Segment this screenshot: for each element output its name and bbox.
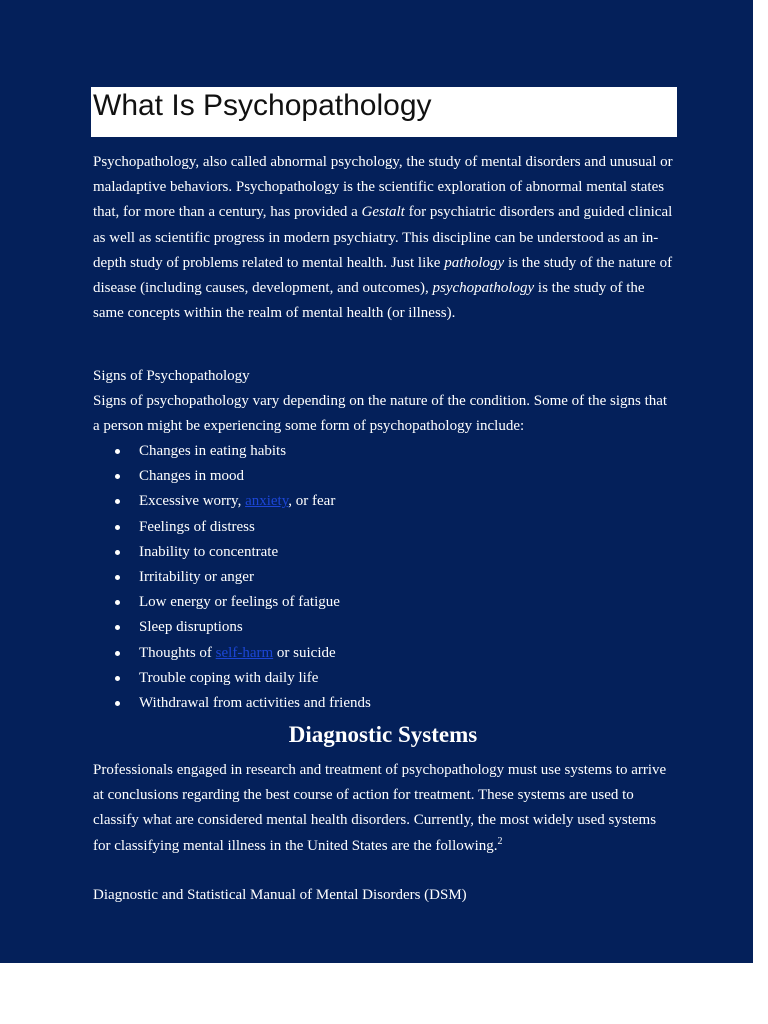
title-box (91, 87, 677, 137)
diagnostic-paragraph: Professionals engaged in research and treatment of psychopathology must use systems to arrive at conclusions regarding the best course of action for treatment. These systems are used to classify what are considered mental health disorders. Currently, the most widely used systems for classifying mental illness in the United States are the following.$^2$ (93, 762, 667, 854)
signs-list (93, 439, 673, 716)
pathology-term: pathology (444, 254, 505, 271)
list-item: Trouble coping with daily life (93, 666, 673, 691)
intro-text-3: is the study of the nature of disease (including causes, development, and outcomes), (93, 254, 673, 297)
list-item: Low energy or feelings of fatigue (93, 590, 673, 615)
psychopathology-term: psychopathology (432, 280, 535, 297)
signs-paragraph: Signs of psychopathology vary depending on the nature of the condition. Some of the signs that a person might be experiencing some form of psychopathology include: (93, 393, 668, 435)
list-item: Thoughts of self-harm or suicide (93, 641, 673, 666)
intro-text-1: Psychopathology, also called abnormal psychology, the study of mental disorders and unusual or maladaptive behaviors. Psychopathology is the scientific exploration of abnormal mental states that, for more than a century, has provided a (93, 154, 673, 221)
bullet-icon (115, 676, 120, 681)
intro-paragraph (93, 150, 673, 326)
anxiety-link[interactable]: anxiety (245, 493, 289, 510)
list-item: Changes in eating habits (93, 439, 673, 464)
list-item: Irritability or anger (93, 565, 673, 590)
intro-text-2: for psychiatric disorders and guided clinical as well as scientific progress in modern psychiatry. This discipline can be understood as an in-depth study of problems related to mental health. Just like (93, 204, 673, 271)
list-item: Changes in mood (93, 464, 673, 489)
list-item: Withdrawal from activities and friends (93, 691, 673, 716)
bullet-icon (115, 499, 120, 504)
footnote-marker: 2 (497, 835, 503, 847)
gestalt-term: Gestalt (361, 204, 405, 221)
self-harm-link[interactable]: self-harm (215, 644, 274, 661)
intro-text-4: is the study of the same concepts within the realm of mental health (or illness). (93, 280, 645, 322)
bullet-icon (115, 449, 120, 454)
signs-heading: Signs of Psychopathology (93, 368, 250, 384)
bullet-icon (115, 550, 120, 555)
list-item: Feelings of distress (93, 515, 673, 540)
bullet-icon (115, 525, 120, 530)
dsm-heading: Diagnostic and Statistical Manual of Mental Disorders (DSM) (93, 887, 467, 903)
bullet-icon (115, 701, 120, 706)
bullet-icon (115, 625, 120, 630)
bullet-icon (115, 651, 120, 656)
bullet-icon (115, 600, 120, 605)
list-item: Inability to concentrate (93, 540, 673, 565)
page-title: What Is Psychopathology (93, 89, 432, 122)
list-item: Excessive worry, anxiety, or fear (93, 489, 673, 514)
bullet-icon (115, 474, 120, 479)
diagnostic-systems-heading: Diagnostic Systems (288, 722, 478, 747)
list-item: Sleep disruptions (93, 615, 673, 640)
bullet-icon (115, 575, 120, 580)
